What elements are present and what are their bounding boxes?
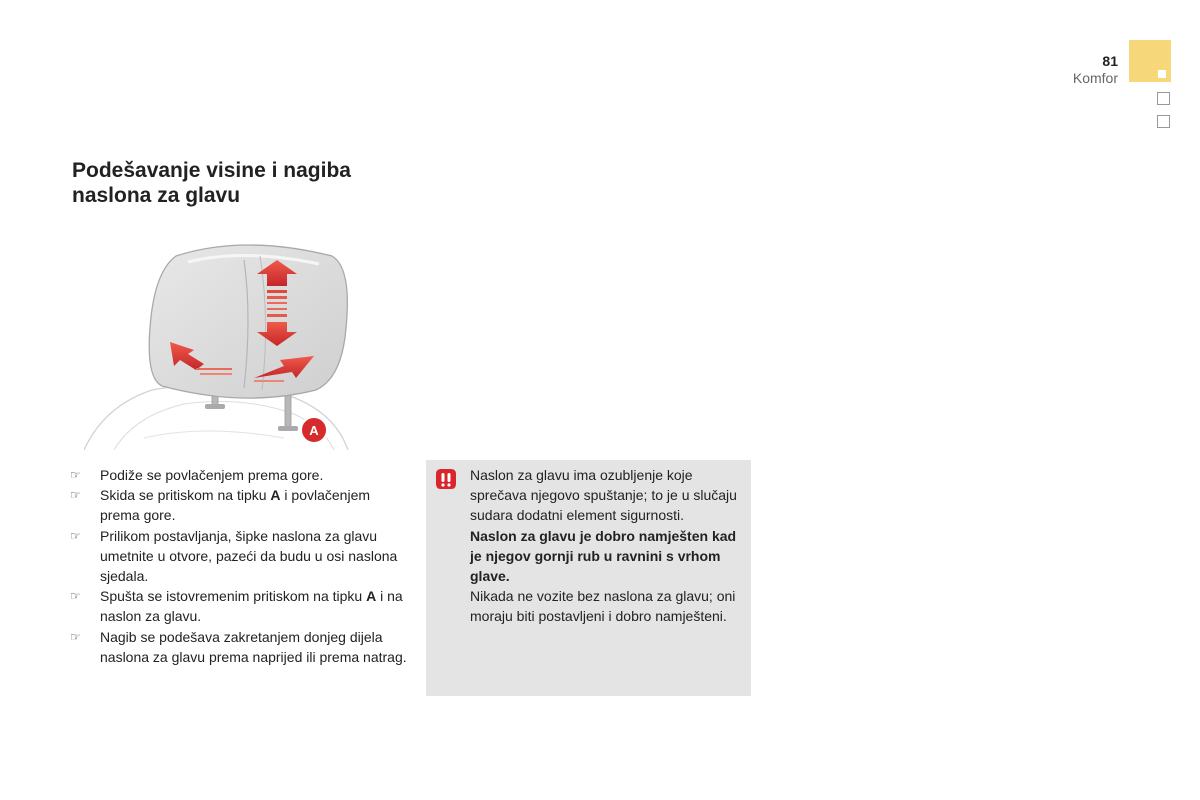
pointing-hand-icon: ☞ bbox=[70, 468, 81, 482]
button-a-label: A bbox=[309, 423, 319, 438]
warning-icon bbox=[435, 468, 457, 490]
pointing-hand-icon: ☞ bbox=[70, 589, 81, 604]
warning-paragraph: Nikada ne vozite bez naslona za glavu; oni moraju biti postavljeni i dobro namješteni. bbox=[470, 588, 736, 625]
chapter-tab bbox=[1157, 92, 1170, 105]
warning-box bbox=[426, 460, 751, 696]
headrest-adjustment-illustration bbox=[84, 238, 354, 450]
warning-paragraph: Naslon za glavu ima ozubljenje koje sprečava njegovo spuštanje; to je u slučaju sudara dodatni element sigurnosti. bbox=[470, 467, 737, 524]
instruction-item: ☞ Spušta se istovremenim pritiskom na tipku A i na naslon za glavu. bbox=[70, 588, 403, 625]
warning-emphasis: Naslon za glavu je dobro namješten kad je njegov gornji rub u ravnini s vrhom glave. bbox=[470, 527, 737, 585]
instruction-list bbox=[70, 465, 410, 667]
page-number: 81 bbox=[1102, 53, 1118, 69]
pointing-hand-icon: ☞ bbox=[70, 629, 81, 644]
chapter-tab bbox=[1157, 115, 1170, 128]
pointing-hand-icon: ☞ bbox=[70, 528, 81, 543]
chapter-tab-marker bbox=[1158, 70, 1166, 78]
instruction-item: ☞ Nagib se podešava zakretanjem donjeg dijela naslona za glavu prema naprijed ili prema natrag. bbox=[70, 628, 407, 665]
instruction-item: ☞ Podiže se povlačenjem prema gore. bbox=[70, 465, 410, 485]
section-name: Komfor bbox=[1072, 70, 1118, 86]
page-title: Podešavanje visine i nagiba naslona za glavu bbox=[72, 159, 351, 207]
instruction-item: ☞ Prilikom postavljanja, šipke naslona za glavu umetnite u otvore, pazeći da budu u osi naslona sjedala. bbox=[70, 527, 398, 585]
headrest-illustration bbox=[84, 238, 354, 450]
chapter-tab-active bbox=[1129, 40, 1171, 82]
instruction-item: ☞ Skida se pritiskom na tipku A i povlačenjem prema gore. bbox=[70, 487, 371, 524]
warning-text bbox=[470, 465, 745, 627]
pointing-hand-icon: ☞ bbox=[70, 488, 81, 503]
